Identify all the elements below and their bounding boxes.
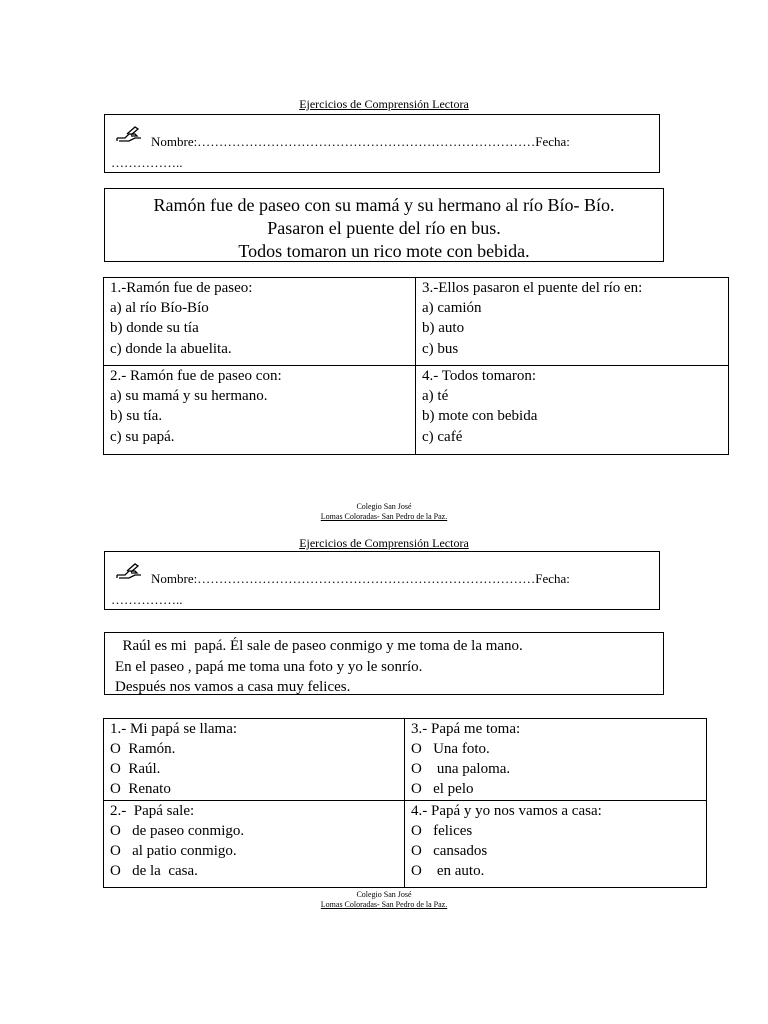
passage-line: En el paseo , papá me toma una foto y yo le sonrío. (115, 658, 423, 675)
answer-option: b) mote con bebida (422, 408, 538, 425)
answer-option: c) café (422, 428, 463, 445)
table-row (104, 719, 707, 801)
answer-option: O Ramón. (110, 741, 176, 757)
writing-hand-icon (115, 125, 143, 143)
answer-option: a) camión (422, 300, 482, 317)
name-date-box (104, 114, 660, 173)
answer-option: b) su tía. (110, 408, 163, 425)
question-text: 1.- Mi papá se llama: (110, 721, 238, 737)
question-text: 4.- Todos tomaron: (422, 368, 537, 384)
table-row (104, 278, 729, 366)
reading-passage (104, 632, 664, 695)
question-text: 4.- Papá y yo nos vamos a casa: (411, 803, 602, 819)
question-text: 1.-Ramón fue de paseo: (110, 280, 253, 296)
table-row (104, 366, 729, 455)
school-name: Colegio San José (356, 502, 412, 511)
answer-option: c) su papá. (110, 428, 175, 445)
question-text: 2.- Papá sale: (110, 803, 195, 819)
answer-option: c) donde la abuelita. (110, 340, 232, 357)
answer-option: O Una foto. (411, 741, 490, 757)
passage-line: Después nos vamos a casa muy felices. (115, 679, 351, 695)
question-cell (416, 278, 729, 366)
question-cell (104, 366, 416, 455)
answer-option: a) té (422, 388, 449, 405)
table-row (104, 801, 707, 888)
question-cell (405, 801, 707, 888)
answer-option: O cansados (411, 843, 488, 859)
answer-option: O de paseo conmigo. (110, 823, 245, 839)
answer-option: O Raúl. (110, 761, 161, 777)
name-date-line: Nombre:……………………………………………………………………Fecha: (151, 134, 570, 149)
question-text: 2.- Ramón fue de paseo con: (110, 368, 282, 384)
answer-option: a) al río Bío-Bío (110, 300, 209, 317)
answer-option: b) donde su tía (110, 320, 199, 337)
question-cell (405, 719, 707, 801)
passage-line: Ramón fue de paseo con su mamá y su hermano al río Bío- Bío. (153, 195, 615, 215)
passage-line: Todos tomaron un rico mote con bebida. (238, 241, 530, 261)
school-footer (0, 890, 768, 910)
question-text: 3.- Papá me toma: (411, 721, 521, 737)
date-continuation-line: …………….. (111, 592, 183, 607)
answer-option: O el pelo (411, 781, 474, 797)
answer-option: c) bus (422, 340, 459, 357)
question-cell (104, 278, 416, 366)
answer-option: O de la casa. (110, 863, 198, 879)
question-cell (104, 719, 405, 801)
school-footer (0, 502, 768, 522)
answer-option: O Renato (110, 781, 171, 797)
answer-option: O en auto. (411, 863, 485, 879)
date-continuation-line: …………….. (111, 155, 183, 170)
answer-option: a) su mamá y su hermano. (110, 388, 268, 405)
question-cell (104, 801, 405, 888)
passage-line: Raúl es mi papá. Él sale de paseo conmigo y me toma de la mano. (115, 638, 523, 654)
worksheet-title: Ejercicios de Comprensión Lectora (299, 97, 469, 111)
name-date-box (104, 551, 660, 610)
passage-line: Pasaron el puente del río en bus. (267, 218, 501, 238)
worksheet-title: Ejercicios de Comprensión Lectora (299, 536, 469, 550)
questions-table (103, 277, 729, 455)
answer-option: O una paloma. (411, 761, 511, 777)
school-name: Colegio San José (356, 890, 412, 899)
question-cell (416, 366, 729, 455)
school-address: Lomas Coloradas- San Pedro de la Paz. (320, 900, 448, 909)
reading-passage (104, 188, 664, 262)
school-address: Lomas Coloradas- San Pedro de la Paz. (320, 512, 448, 521)
answer-option: b) auto (422, 320, 465, 337)
questions-table (103, 718, 707, 888)
answer-option: O felices (411, 823, 473, 839)
question-text: 3.-Ellos pasaron el puente del río en: (422, 280, 643, 296)
name-date-line: Nombre:……………………………………………………………………Fecha: (151, 571, 570, 586)
answer-option: O al patio conmigo. (110, 843, 237, 859)
writing-hand-icon (115, 562, 143, 580)
